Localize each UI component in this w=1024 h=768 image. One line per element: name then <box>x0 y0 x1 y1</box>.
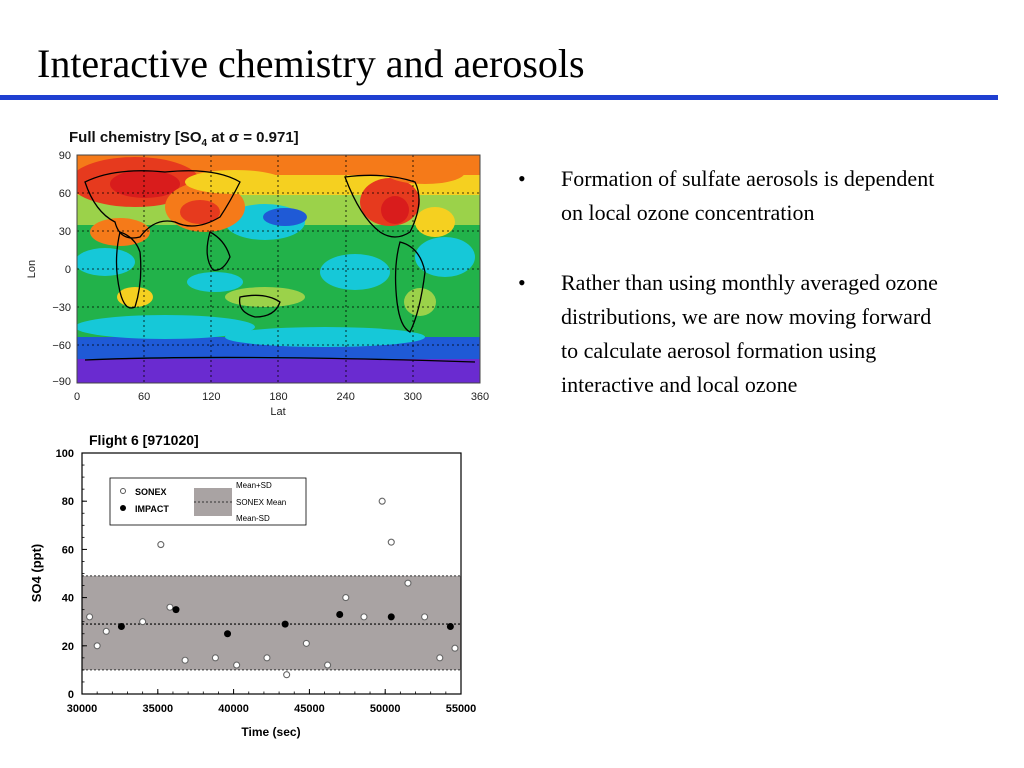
legend-sonex-mean: SONEX Mean <box>236 498 287 507</box>
scatter-title: Flight 6 [971020] <box>89 432 199 448</box>
sonex-point <box>264 655 270 661</box>
sd-band <box>82 576 461 670</box>
so4-global-map <box>25 122 490 415</box>
map-ytick: 90 <box>58 150 71 162</box>
slide-title: Interactive chemistry and aerosols <box>37 41 585 86</box>
sonex-point <box>103 628 109 634</box>
map-xtick: 180 <box>269 391 288 403</box>
sonex-point <box>94 643 100 649</box>
map-xlabel: Lat <box>270 406 286 415</box>
bullet-glyph: • <box>518 166 526 191</box>
impact-point <box>336 611 343 618</box>
bullet-text: Rather than using monthly averaged ozone distributions, we are now moving forward to calculate aerosol formation using interactive and local ozone <box>561 270 938 397</box>
legend-sonex: SONEX <box>135 487 167 497</box>
sonex-point <box>437 655 443 661</box>
map-ylabel: Lon <box>26 259 38 279</box>
sonex-point <box>158 542 164 548</box>
legend-impact: IMPACT <box>135 504 169 514</box>
sonex-point <box>452 645 458 651</box>
bullet-item <box>518 266 938 402</box>
sonex-point <box>343 595 349 601</box>
sd-band-fill <box>82 576 461 670</box>
legend-impact-marker <box>120 505 126 511</box>
scatter-ylabel: SO4 (ppt) <box>29 543 44 603</box>
legend-mean-minus-sd: Mean-SD <box>236 514 270 523</box>
map-ytick: 30 <box>58 226 71 238</box>
sonex-point <box>284 672 290 678</box>
impact-point <box>282 621 289 628</box>
map-ytick: 60 <box>58 188 71 200</box>
map-xtick: 60 <box>138 391 151 403</box>
impact-point <box>172 606 179 613</box>
scatter-legend <box>110 478 306 525</box>
so4-flight-scatter <box>25 418 490 748</box>
scatter-xlabel: Time (sec) <box>241 725 301 739</box>
impact-point <box>388 613 395 620</box>
scatter-xtick: 50000 <box>369 703 401 715</box>
impact-point <box>118 623 125 630</box>
sonex-point <box>325 662 331 668</box>
bullet-item <box>518 162 938 230</box>
title-underline <box>0 95 998 100</box>
map-xtick: 240 <box>336 391 355 403</box>
sonex-point <box>388 539 394 545</box>
impact-point <box>224 630 231 637</box>
scatter-xtick: 30000 <box>66 703 98 715</box>
sonex-point <box>303 640 309 646</box>
sonex-point <box>140 619 146 625</box>
map-ytick: −90 <box>52 376 71 388</box>
bullet-list <box>518 162 938 438</box>
scatter-xtick: 35000 <box>142 703 174 715</box>
scatter-xtick: 55000 <box>445 703 477 715</box>
scatter-ytick: 80 <box>61 496 74 509</box>
scatter-ytick: 20 <box>61 640 74 653</box>
legend-sonex-marker <box>121 489 126 494</box>
bullet-glyph: • <box>518 270 526 295</box>
map-xtick: 360 <box>470 391 490 403</box>
legend-mean-plus-sd: Mean+SD <box>236 481 272 490</box>
scatter-xtick: 40000 <box>218 703 249 715</box>
map-xtick: 120 <box>202 391 221 403</box>
sonex-point <box>212 655 218 661</box>
map-ytick: −60 <box>52 340 71 352</box>
map-xtick: 0 <box>73 391 81 403</box>
bullet-text: Formation of sulfate aerosols is dependent on local ozone concentration <box>561 166 935 225</box>
sonex-point <box>422 614 428 620</box>
scatter-ytick: 100 <box>55 448 74 460</box>
sonex-point <box>234 662 240 668</box>
scatter-xtick: 45000 <box>294 703 325 715</box>
map-ytick: −30 <box>52 302 71 314</box>
impact-point <box>447 623 454 630</box>
sonex-point <box>87 614 93 620</box>
sonex-point <box>182 657 188 663</box>
sonex-point <box>405 580 411 586</box>
sonex-point <box>361 614 367 620</box>
sonex-point <box>379 498 385 504</box>
scatter-ytick: 40 <box>61 592 74 605</box>
scatter-ytick: 0 <box>67 689 74 701</box>
scatter-ytick: 60 <box>61 544 74 557</box>
map-xtick: 300 <box>403 391 423 403</box>
sonex-point <box>167 604 173 610</box>
so4-flight-scatter-panel <box>25 418 490 748</box>
map-title: Full chemistry [$SO_4$ at σ = 0.971] <box>69 129 299 149</box>
map-ytick: 0 <box>64 264 71 276</box>
so4-global-map-panel <box>25 122 490 415</box>
